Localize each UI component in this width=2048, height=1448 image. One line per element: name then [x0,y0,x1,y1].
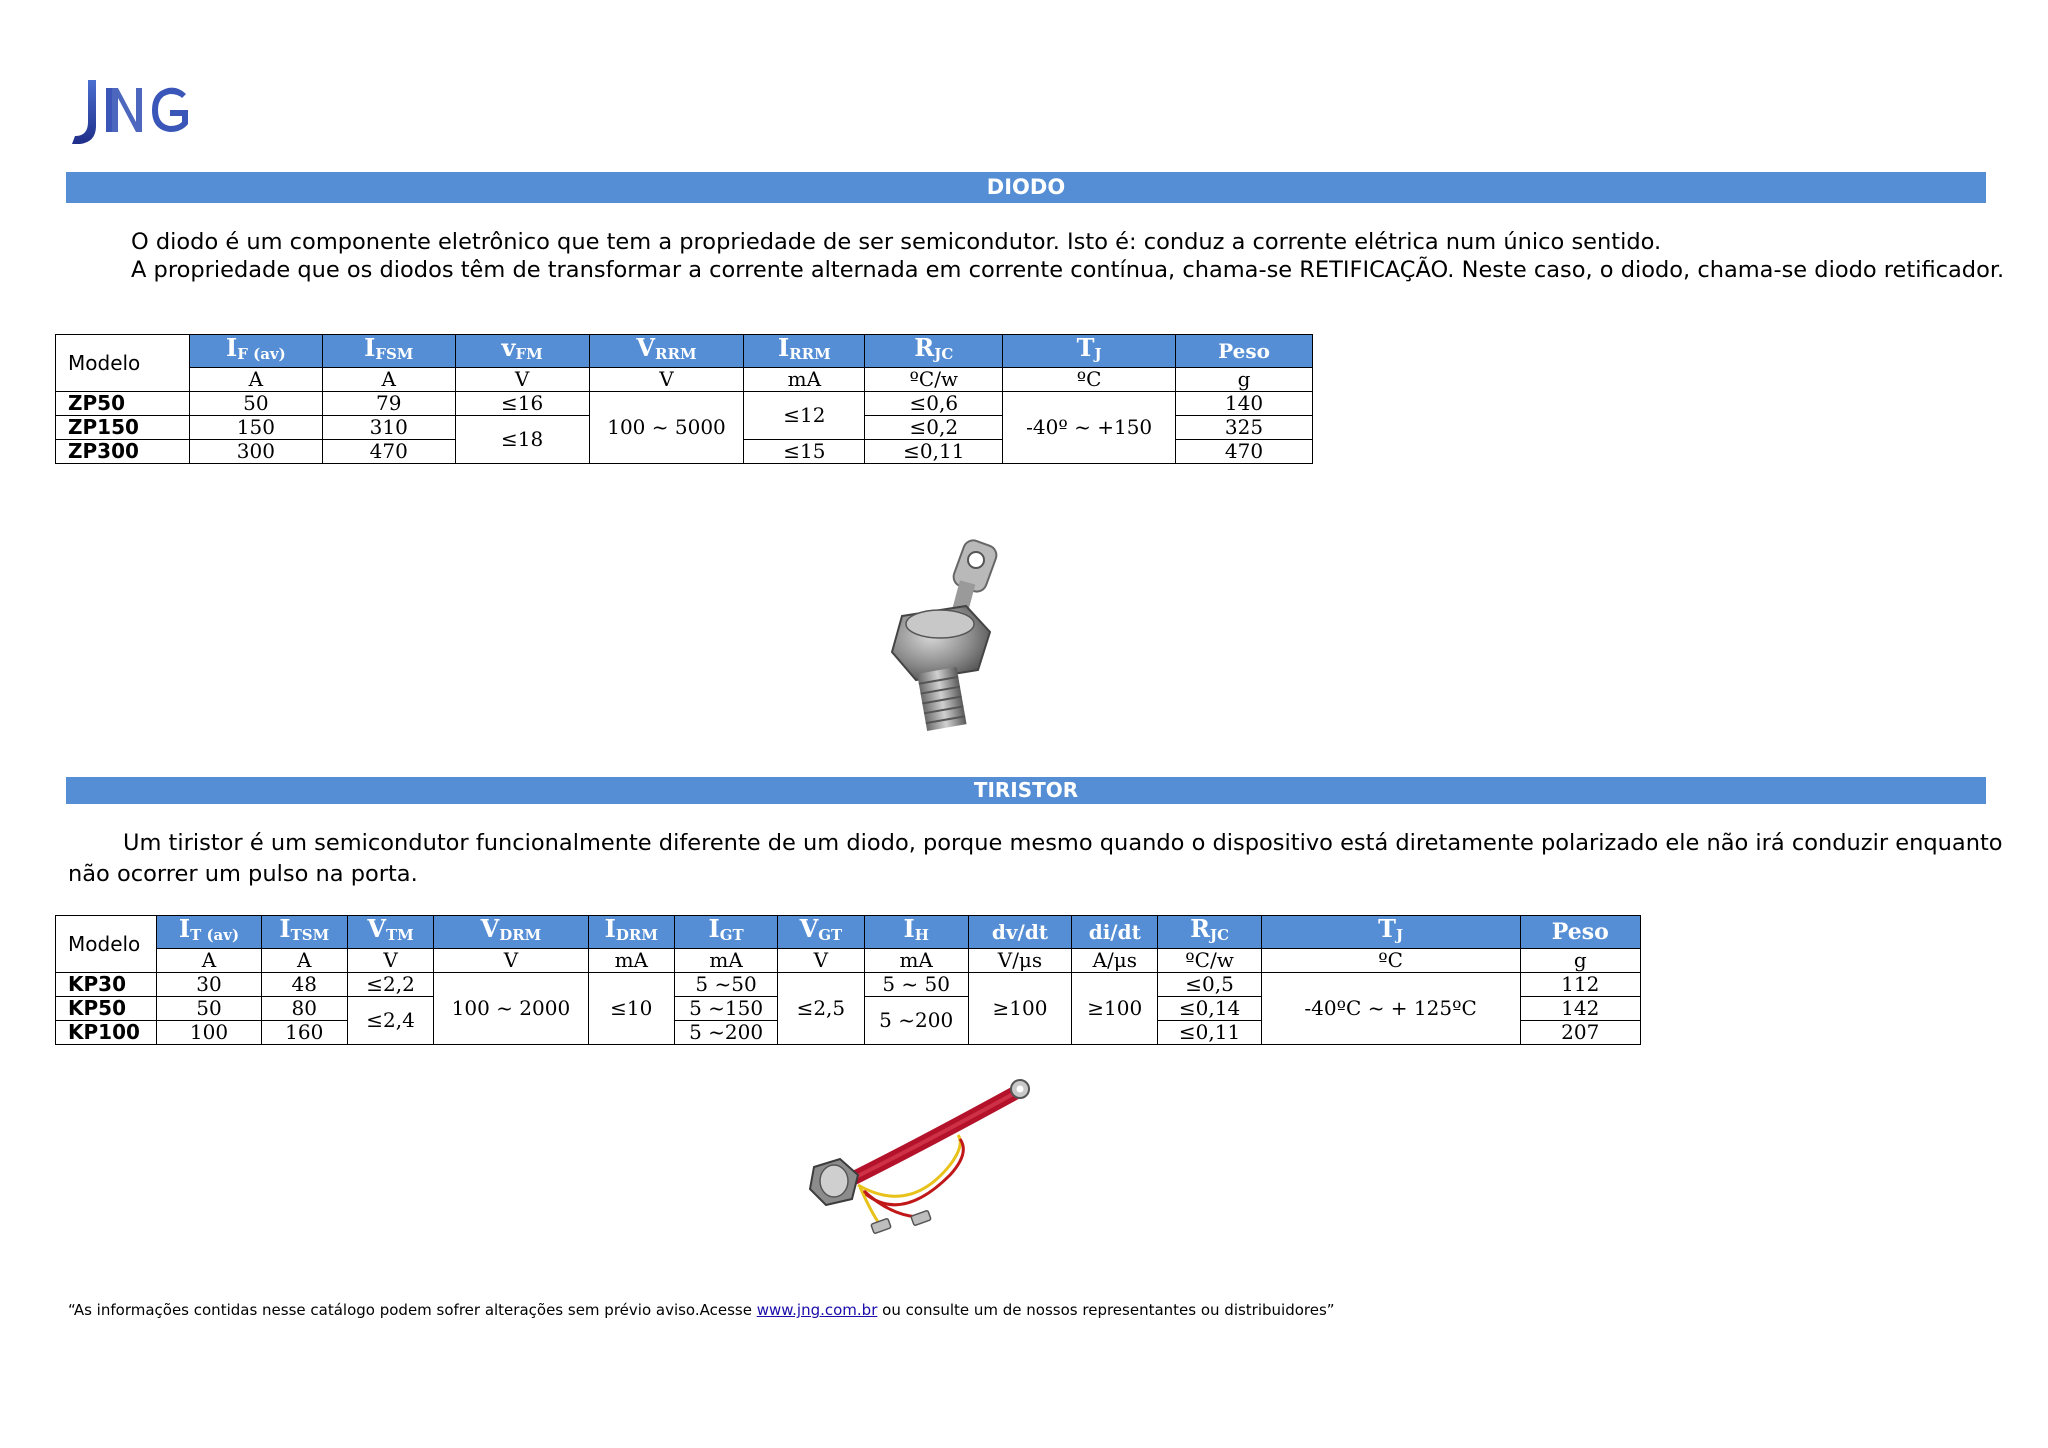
col-header-irrm: $I_{RRM}$ [744,335,865,368]
unit-cell: V [434,949,588,973]
table-header-row [56,335,1313,368]
table-header-row [56,916,1641,949]
model-cell: KP30 [56,973,157,997]
tiristor-spec-table [55,915,1641,1045]
footnote-text: “As informações contidas nesse catálogo podem sofrer alterações sem prévio aviso.Acesse [68,1301,757,1319]
diode-stud-photo [840,520,1060,750]
unit-cell: mA [864,949,968,973]
unit-cell: V [347,949,433,973]
table-cell: ≤0,5 [1158,973,1261,997]
table-cell: ≤15 [744,440,865,464]
col-header-vdrm: $V_{DRM}$ [434,916,588,949]
table-units-row [56,949,1641,973]
col-header-ih: $I_H$ [864,916,968,949]
table-cell: 142 [1520,997,1640,1021]
footnote-text-end: ou consulte um de nossos representantes ou distribuidores” [877,1301,1335,1319]
table-cell: 160 [261,1021,347,1045]
unit-cell: A [261,949,347,973]
table-cell: ≤0,11 [865,440,1003,464]
model-cell: KP50 [56,997,157,1021]
model-header: Modelo [56,916,157,973]
table-cell: ≥100 [968,973,1071,1045]
table-cell: 50 [157,997,261,1021]
col-header-itsm: $I_{TSM}$ [261,916,347,949]
table-cell: 5 ~50 [674,973,777,997]
table-cell: 48 [261,973,347,997]
col-header-tj: $T_J$ [1003,335,1176,368]
unit-cell: A [322,368,455,392]
table-cell: 112 [1520,973,1640,997]
table-cell: 470 [1176,440,1313,464]
unit-cell: V [778,949,864,973]
col-header-dvdt: dv/dt [968,916,1071,949]
unit-cell: mA [674,949,777,973]
tiristor-description-line2: não ocorrer um pulso na porta. [68,861,418,887]
col-header-idrm: $I_{DRM}$ [588,916,674,949]
table-cell: 100 ~ 5000 [589,392,744,464]
model-cell: ZP50 [56,392,190,416]
table-cell: 5 ~150 [674,997,777,1021]
table-cell: 79 [322,392,455,416]
thyristor-stud-photo [800,1075,1040,1245]
table-row [56,392,1313,416]
table-row [56,973,1641,997]
table-cell: ≤2,2 [347,973,433,997]
tiristor-section-banner: TIRISTOR [66,777,1986,804]
col-header-didt: di/dt [1072,916,1158,949]
unit-cell: mA [588,949,674,973]
table-cell: 5 ~200 [864,997,968,1045]
col-header-vgt: $V_{GT}$ [778,916,864,949]
table-cell: ≤0,6 [865,392,1003,416]
unit-cell: V/μs [968,949,1071,973]
table-cell: ≤0,14 [1158,997,1261,1021]
table-cell: 470 [322,440,455,464]
unit-cell: g [1520,949,1640,973]
table-cell: 5 ~200 [674,1021,777,1045]
table-cell: 30 [157,973,261,997]
table-cell: -40º ~ +150 [1003,392,1176,464]
unit-cell: A/μs [1072,949,1158,973]
diodo-spec-table [55,334,1313,464]
col-header-igt: $I_{GT}$ [674,916,777,949]
table-cell: ≤12 [744,392,865,440]
unit-cell: V [589,368,744,392]
table-cell: 325 [1176,416,1313,440]
col-header-peso: Peso [1176,335,1313,368]
jng-logo [66,70,216,150]
table-cell: 50 [189,392,322,416]
col-header-ifsm: $I_{FSM}$ [322,335,455,368]
table-units-row [56,368,1313,392]
table-cell: 5 ~ 50 [864,973,968,997]
unit-cell: V [455,368,589,392]
col-header-vrrm: $V_{RRM}$ [589,335,744,368]
model-header: Modelo [56,335,190,392]
unit-cell: ºC [1261,949,1520,973]
col-header-if: $I_{F (av)}$ [189,335,322,368]
unit-cell: mA [744,368,865,392]
table-cell: ≤2,5 [778,973,864,1045]
table-cell: ≤18 [455,416,589,464]
table-cell: 207 [1520,1021,1640,1045]
website-link[interactable]: www.jng.com.br [756,1301,878,1319]
model-cell: KP100 [56,1021,157,1045]
unit-cell: g [1176,368,1313,392]
table-cell: ≤16 [455,392,589,416]
table-cell: ≤0,11 [1158,1021,1261,1045]
table-cell: 100 ~ 2000 [434,973,588,1045]
col-header-tj: $T_J$ [1261,916,1520,949]
col-header-vfm: $v_{FM}$ [455,335,589,368]
table-cell: 80 [261,997,347,1021]
diodo-description-line2: A propriedade que os diodos têm de transformar a corrente alternada em corrente contínua, chama-se RETIFICAÇÃO. Neste caso, o diodo, chama-se diodo retificador. [131,257,2005,283]
unit-cell: ºC/w [1158,949,1261,973]
table-cell: 310 [322,416,455,440]
table-cell: -40ºC ~ + 125ºC [1261,973,1520,1045]
unit-cell: A [189,368,322,392]
unit-cell: ºC/w [865,368,1003,392]
table-cell: ≤2,4 [347,997,433,1045]
col-header-rjc: $R_{JC}$ [865,335,1003,368]
table-cell: 150 [189,416,322,440]
tiristor-description-line1: Um tiristor é um semicondutor funcionalmente diferente de um diodo, porque mesmo quando o dispositivo está diretamente polarizado ele não irá conduzir enquanto [123,830,2003,856]
table-cell: ≥100 [1072,973,1158,1045]
col-header-vtm: $V_{TM}$ [347,916,433,949]
diodo-section-banner: DIODO [66,172,1986,203]
table-cell: ≤0,2 [865,416,1003,440]
col-header-rjc: $R_{JC}$ [1158,916,1261,949]
table-cell: 140 [1176,392,1313,416]
table-cell: 100 [157,1021,261,1045]
unit-cell: ºC [1003,368,1176,392]
table-cell: 300 [189,440,322,464]
col-header-peso: Peso [1520,916,1640,949]
table-cell: ≤10 [588,973,674,1045]
diodo-description-line1: O diodo é um componente eletrônico que tem a propriedade de ser semicondutor. Isto é: conduz a corrente elétrica num único sentido. [131,229,1662,255]
unit-cell: A [157,949,261,973]
col-header-it: $I_{T (av)}$ [157,916,261,949]
footnote [68,1301,1335,1319]
model-cell: ZP150 [56,416,190,440]
model-cell: ZP300 [56,440,190,464]
